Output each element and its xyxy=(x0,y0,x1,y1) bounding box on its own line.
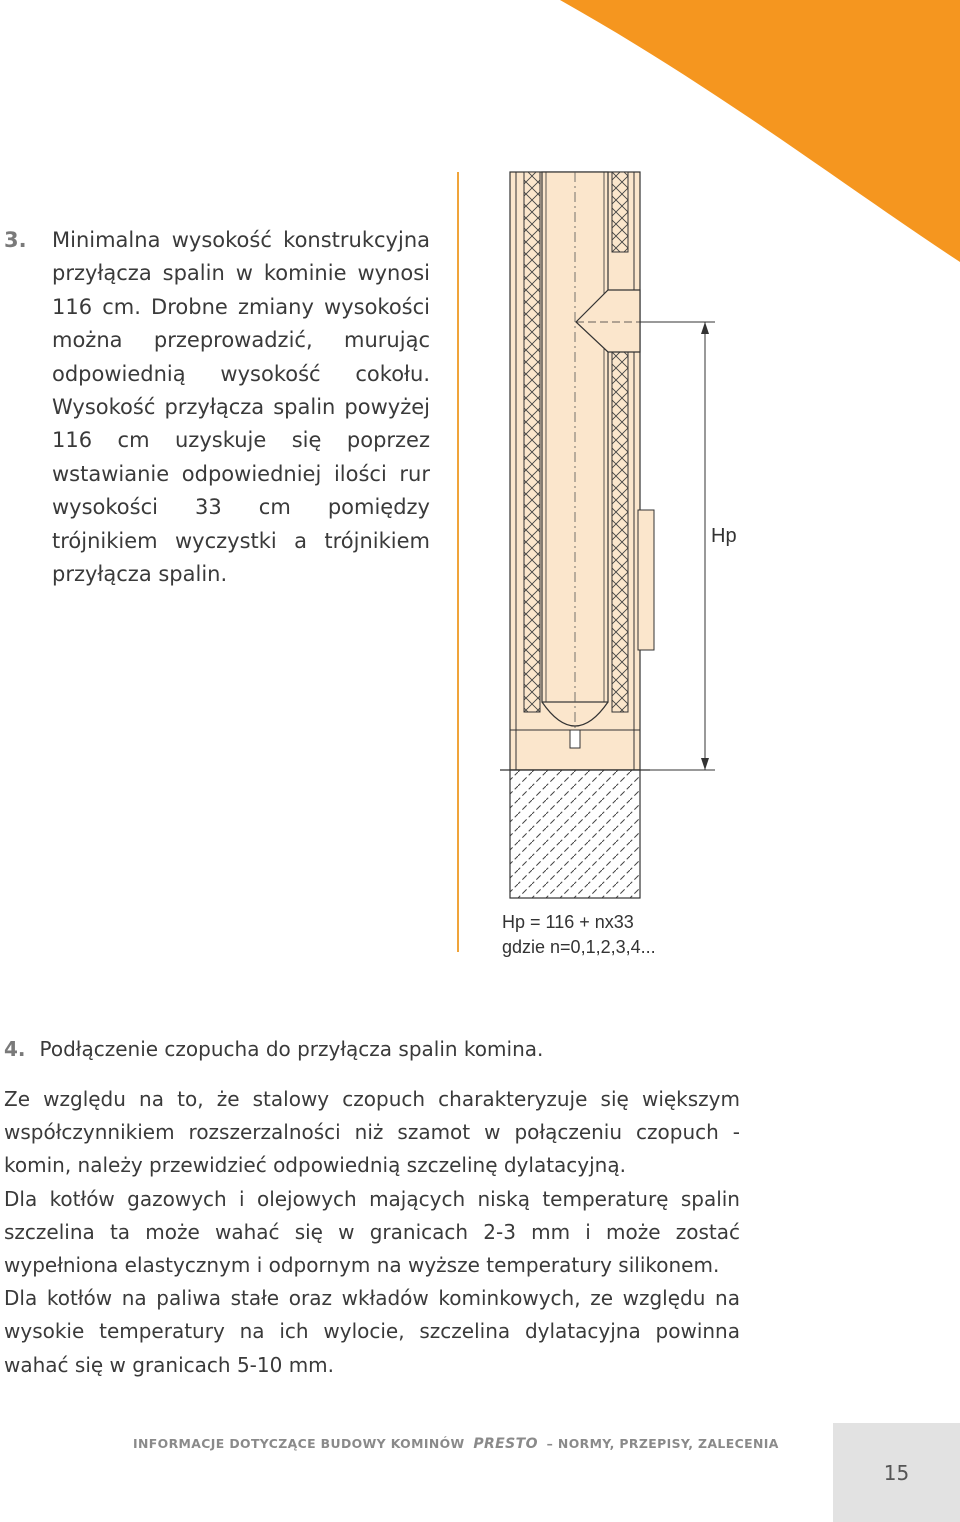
section-4-body xyxy=(4,1083,740,1382)
footer-left: INFORMACJE DOTYCZĄCE BUDOWY KOMINÓW xyxy=(133,1436,465,1451)
page-number-box xyxy=(833,1423,960,1522)
footer-right: – NORMY, PRZEPISY, ZALECENIA xyxy=(546,1436,779,1451)
formula xyxy=(502,910,656,960)
section-3-number: 3. xyxy=(4,228,27,252)
paragraph-1: Ze względu na to, że stalowy czopuch charakteryzuje się większym współczynnikiem rozszerzalności niż szamot w połączeniu czopuch - komin, należy przewidzieć odpowiednią szczelinę dylatacyjną. xyxy=(4,1087,740,1178)
paragraph-3: Dla kotłów na paliwa stałe oraz wkładów kominkowych, ze względu na wysokie temperatury na ich wylocie, szczelina dylatacyjna powinna wahać się w granicach 5-10 mm. xyxy=(4,1286,740,1377)
formula-line-2: gdzie n=0,1,2,3,4... xyxy=(502,937,656,957)
section-4-number: 4. xyxy=(4,1037,26,1061)
page-number: 15 xyxy=(883,1460,910,1485)
formula-line-1: Hp = 116 + nx33 xyxy=(502,912,634,932)
section-3-text: Minimalna wysokość konstrukcyjna przyłącza spalin w kominie wynosi 116 cm. Drobne zmiany wysokości można przeprowadzić, murując odpowiednią wysokość cokołu. Wysokość przyłącza spalin powyżej 116 cm uzyskuje się poprzez wstawianie odpowiedniej ilości rur wysokości 33 cm pomiędzy trójnikiem wyczystki a trójnikiem przyłącza spalin. xyxy=(52,228,430,587)
vertical-divider xyxy=(457,172,459,952)
hp-label: Hp xyxy=(711,525,737,547)
section-4-heading xyxy=(4,1037,543,1061)
paragraph-2: Dla kotłów gazowych i olejowych mających niską temperaturę spalin szczelina ta może wahać się w granicach 2-3 mm i może zostać wypełniona elastycznym i odpornym na wyższe temperatury silikonem. xyxy=(4,1186,740,1278)
section-3 xyxy=(0,224,440,591)
footer-caption xyxy=(133,1436,779,1452)
footer-brand: PRESTO xyxy=(473,1436,538,1452)
section-4-title: Podłączenie czopucha do przyłącza spalin komina. xyxy=(39,1037,544,1061)
